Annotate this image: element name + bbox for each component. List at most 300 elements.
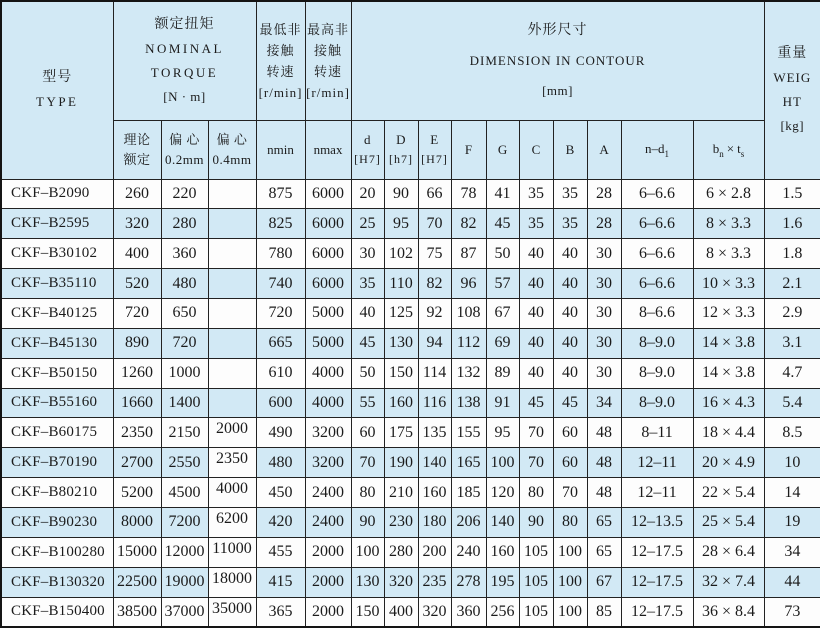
cell-rated_torque: 320 [113, 209, 161, 239]
subheader-b-x-t: $b_n \times t_s$ [693, 120, 764, 179]
cell-F: 108 [451, 298, 486, 328]
cell-nmin: 610 [256, 358, 305, 388]
cell-ecc_0_4mm: 4000 [208, 478, 256, 508]
cell-b_x_t: 8 × 3.3 [693, 209, 764, 239]
cell-G: 120 [486, 478, 519, 508]
cell-weight: 34 [764, 537, 820, 567]
times-symbol: × [726, 140, 735, 156]
cell-B: 40 [553, 239, 587, 269]
cell-D: 130 [384, 328, 418, 358]
cell-n_d1: 8–11 [621, 418, 693, 448]
cell-G: 195 [486, 567, 519, 597]
cell-nmin: 365 [256, 597, 305, 627]
cell-ecc_0_2mm: 280 [161, 209, 208, 239]
cell-nmin: 455 [256, 537, 305, 567]
cell-ecc_0_2mm: 4500 [161, 478, 208, 508]
cell-E: 82 [418, 269, 451, 299]
cell-G: 256 [486, 597, 519, 627]
cell-d: 45 [351, 328, 384, 358]
table-row [1, 418, 820, 448]
cell-n_d1: 12–13.5 [621, 507, 693, 537]
cell-nmax: 4000 [305, 388, 351, 418]
header-type [1, 1, 113, 179]
cell-b_x_t: 32 × 7.4 [693, 567, 764, 597]
cell-nmax: 5000 [305, 298, 351, 328]
cell-b_x_t: 12 × 3.3 [693, 298, 764, 328]
cell-d: 150 [351, 597, 384, 627]
cell-A: 28 [587, 209, 621, 239]
cell-weight: 73 [764, 597, 820, 627]
header-weight-unit: [kg] [780, 118, 805, 134]
cell-nmin: 450 [256, 478, 305, 508]
cell-weight: 44 [764, 567, 820, 597]
cell-F: 112 [451, 328, 486, 358]
cell-E: 135 [418, 418, 451, 448]
cell-ecc_0_2mm: 480 [161, 269, 208, 299]
cell-C: 40 [519, 269, 553, 299]
header-torque-en1: NOMINAL [145, 40, 224, 56]
cell-A: 28 [587, 179, 621, 209]
table-row [1, 269, 820, 299]
cell-weight: 8.5 [764, 418, 820, 448]
cell-B: 45 [553, 388, 587, 418]
header-type-zh: 型号 [42, 70, 73, 86]
cell-n_d1: 12–17.5 [621, 537, 693, 567]
cell-type: CKF–B130320 [1, 567, 113, 597]
cell-B: 60 [553, 418, 587, 448]
cell-rated_torque: 2350 [113, 418, 161, 448]
header-weight-en1: WEIG [773, 70, 812, 86]
cell-nmax: 6000 [305, 209, 351, 239]
cell-weight: 10 [764, 448, 820, 478]
cell-F: 87 [451, 239, 486, 269]
cell-ecc_0_4mm: 11000 [208, 537, 256, 567]
cell-nmax: 3200 [305, 418, 351, 448]
cell-ecc_0_2mm: 37000 [161, 597, 208, 627]
cell-G: 95 [486, 418, 519, 448]
cell-ecc_0_2mm: 720 [161, 328, 208, 358]
cell-b_x_t: 22 × 5.4 [693, 478, 764, 508]
cell-D: 160 [384, 388, 418, 418]
cell-F: 240 [451, 537, 486, 567]
subheader-G: G [486, 120, 519, 179]
table-row [1, 179, 820, 209]
cell-nmax: 2000 [305, 537, 351, 567]
cell-nmin: 420 [256, 507, 305, 537]
cell-A: 30 [587, 239, 621, 269]
cell-E: 160 [418, 478, 451, 508]
cell-n_d1: 12–11 [621, 478, 693, 508]
cell-d: 55 [351, 388, 384, 418]
cell-rated_torque: 5200 [113, 478, 161, 508]
cell-type: CKF–B35110 [1, 269, 113, 299]
cell-b_x_t: 28 × 6.4 [693, 537, 764, 567]
header-dimension [351, 1, 764, 120]
cell-b_x_t: 8 × 3.3 [693, 239, 764, 269]
cell-E: 114 [418, 358, 451, 388]
header-type-en: TYPE [36, 94, 79, 110]
cell-ecc_0_4mm [208, 269, 256, 299]
cell-G: 67 [486, 298, 519, 328]
cell-nmax: 4000 [305, 358, 351, 388]
cell-A: 48 [587, 418, 621, 448]
cell-rated_torque: 890 [113, 328, 161, 358]
cell-B: 40 [553, 269, 587, 299]
cell-b_x_t: 20 × 4.9 [693, 448, 764, 478]
cell-type: CKF–B100280 [1, 537, 113, 567]
cell-C: 45 [519, 388, 553, 418]
subheader-nmax: nmax [305, 120, 351, 179]
subheader-C: C [519, 120, 553, 179]
cell-ecc_0_2mm: 360 [161, 239, 208, 269]
header-weight [764, 1, 820, 179]
cell-rated_torque: 1660 [113, 388, 161, 418]
cell-ecc_0_2mm: 1400 [161, 388, 208, 418]
cell-nmin: 600 [256, 388, 305, 418]
cell-B: 100 [553, 567, 587, 597]
cell-n_d1: 6–6.6 [621, 269, 693, 299]
cell-E: 320 [418, 597, 451, 627]
cell-C: 40 [519, 358, 553, 388]
subheader-eccentric-02: 偏 心 0.2mm [161, 120, 208, 179]
cell-F: 206 [451, 507, 486, 537]
header-torque-zh: 额定扭矩 [154, 16, 215, 32]
subheader-F: F [451, 120, 486, 179]
cell-rated_torque: 720 [113, 298, 161, 328]
subheader-A: A [587, 120, 621, 179]
cell-B: 100 [553, 537, 587, 567]
cell-ecc_0_2mm: 2550 [161, 448, 208, 478]
cell-C: 70 [519, 448, 553, 478]
cell-D: 190 [384, 448, 418, 478]
cell-G: 57 [486, 269, 519, 299]
cell-d: 60 [351, 418, 384, 448]
cell-B: 40 [553, 358, 587, 388]
cell-rated_torque: 2700 [113, 448, 161, 478]
cell-weight: 3.1 [764, 328, 820, 358]
cell-F: 96 [451, 269, 486, 299]
cell-F: 278 [451, 567, 486, 597]
cell-ecc_0_4mm [208, 298, 256, 328]
cell-d: 80 [351, 478, 384, 508]
cell-D: 95 [384, 209, 418, 239]
subheader-n-d1: $n-d_1$ [621, 120, 693, 179]
cell-F: 360 [451, 597, 486, 627]
cell-C: 90 [519, 507, 553, 537]
cell-weight: 4.7 [764, 358, 820, 388]
header-dimension-unit: [mm] [542, 82, 573, 98]
cell-A: 65 [587, 537, 621, 567]
cell-C: 70 [519, 418, 553, 448]
cell-B: 40 [553, 328, 587, 358]
cell-G: 160 [486, 537, 519, 567]
cell-type: CKF–B70190 [1, 448, 113, 478]
cell-ecc_0_4mm: 6200 [208, 507, 256, 537]
cell-A: 30 [587, 298, 621, 328]
cell-A: 67 [587, 567, 621, 597]
cell-weight: 2.9 [764, 298, 820, 328]
header-weight-zh: 重量 [777, 46, 808, 62]
cell-E: 92 [418, 298, 451, 328]
cell-rated_torque: 1260 [113, 358, 161, 388]
cell-D: 210 [384, 478, 418, 508]
cell-type: CKF–B45130 [1, 328, 113, 358]
cell-type: CKF–B55160 [1, 388, 113, 418]
subheader-d: d [H7] [351, 120, 384, 179]
cell-b_x_t: 14 × 3.8 [693, 358, 764, 388]
cell-B: 80 [553, 507, 587, 537]
cell-nmin: 415 [256, 567, 305, 597]
cell-d: 40 [351, 298, 384, 328]
cell-type: CKF–B60175 [1, 418, 113, 448]
cell-ecc_0_2mm: 19000 [161, 567, 208, 597]
cell-G: 50 [486, 239, 519, 269]
cell-F: 155 [451, 418, 486, 448]
table-row [1, 358, 820, 388]
cell-D: 102 [384, 239, 418, 269]
header-torque-en2: TORQUE [150, 64, 219, 80]
cell-A: 48 [587, 478, 621, 508]
cell-B: 40 [553, 298, 587, 328]
cell-weight: 14 [764, 478, 820, 508]
cell-nmin: 490 [256, 418, 305, 448]
cell-E: 140 [418, 448, 451, 478]
cell-ecc_0_4mm: 2000 [208, 418, 256, 448]
cell-D: 175 [384, 418, 418, 448]
cell-G: 91 [486, 388, 519, 418]
cell-ecc_0_4mm: 2350 [208, 448, 256, 478]
cell-B: 35 [553, 179, 587, 209]
subheader-D: D [h7] [384, 120, 418, 179]
cell-weight: 5.4 [764, 388, 820, 418]
table-row [1, 597, 820, 627]
cell-D: 90 [384, 179, 418, 209]
header-speed-min: 最低非 接触 转速 [r/min] [256, 1, 305, 120]
cell-ecc_0_2mm: 1000 [161, 358, 208, 388]
cell-nmax: 2000 [305, 597, 351, 627]
cell-D: 230 [384, 507, 418, 537]
cell-nmax: 2400 [305, 507, 351, 537]
cell-A: 30 [587, 269, 621, 299]
table-row [1, 448, 820, 478]
cell-type: CKF–B150400 [1, 597, 113, 627]
cell-rated_torque: 38500 [113, 597, 161, 627]
cell-weight: 2.1 [764, 269, 820, 299]
cell-A: 85 [587, 597, 621, 627]
subheader-nmin: nmin [256, 120, 305, 179]
cell-rated_torque: 15000 [113, 537, 161, 567]
table-row [1, 328, 820, 358]
cell-weight: 19 [764, 507, 820, 537]
cell-nmax: 2400 [305, 478, 351, 508]
cell-C: 105 [519, 597, 553, 627]
cell-nmax: 2000 [305, 567, 351, 597]
cell-type: CKF–B30102 [1, 239, 113, 269]
cell-n_d1: 12–17.5 [621, 597, 693, 627]
cell-nmax: 6000 [305, 239, 351, 269]
cell-ecc_0_2mm: 12000 [161, 537, 208, 567]
cell-E: 116 [418, 388, 451, 418]
cell-type: CKF–B2595 [1, 209, 113, 239]
cell-b_x_t: 18 × 4.4 [693, 418, 764, 448]
cell-d: 100 [351, 537, 384, 567]
cell-B: 100 [553, 597, 587, 627]
cell-type: CKF–B90230 [1, 507, 113, 537]
cell-rated_torque: 520 [113, 269, 161, 299]
cell-d: 70 [351, 448, 384, 478]
cell-n_d1: 6–6.6 [621, 179, 693, 209]
cell-F: 78 [451, 179, 486, 209]
cell-b_x_t: 14 × 3.8 [693, 328, 764, 358]
cell-G: 100 [486, 448, 519, 478]
cell-E: 75 [418, 239, 451, 269]
cell-type: CKF–B40125 [1, 298, 113, 328]
cell-b_x_t: 16 × 4.3 [693, 388, 764, 418]
cell-b_x_t: 25 × 5.4 [693, 507, 764, 537]
cell-ecc_0_4mm [208, 388, 256, 418]
cell-d: 130 [351, 567, 384, 597]
cell-ecc_0_4mm [208, 358, 256, 388]
cell-n_d1: 8–9.0 [621, 328, 693, 358]
cell-rated_torque: 400 [113, 239, 161, 269]
header-speed-min-unit: [r/min] [258, 84, 303, 100]
cell-n_d1: 8–6.6 [621, 298, 693, 328]
cell-nmin: 780 [256, 239, 305, 269]
cell-C: 40 [519, 298, 553, 328]
cell-nmax: 5000 [305, 328, 351, 358]
cell-d: 90 [351, 507, 384, 537]
subheader-rated-torque: 理论 额定 [113, 120, 161, 179]
cell-b_x_t: 6 × 2.8 [693, 179, 764, 209]
cell-F: 138 [451, 388, 486, 418]
cell-D: 280 [384, 537, 418, 567]
header-weight-en2: HT [782, 94, 802, 110]
cell-ecc_0_4mm: 35000 [208, 597, 256, 627]
cell-d: 30 [351, 239, 384, 269]
cell-rated_torque: 260 [113, 179, 161, 209]
cell-F: 185 [451, 478, 486, 508]
table-row [1, 478, 820, 508]
cell-C: 40 [519, 328, 553, 358]
cell-D: 150 [384, 358, 418, 388]
subheader-B: B [553, 120, 587, 179]
cell-nmin: 825 [256, 209, 305, 239]
cell-ecc_0_4mm [208, 209, 256, 239]
table-row [1, 567, 820, 597]
subheader-eccentric-04: 偏 心 0.4mm [208, 120, 256, 179]
cell-E: 66 [418, 179, 451, 209]
cell-nmax: 3200 [305, 448, 351, 478]
cell-ecc_0_4mm [208, 239, 256, 269]
cell-C: 35 [519, 179, 553, 209]
cell-type: CKF–B2090 [1, 179, 113, 209]
cell-nmin: 875 [256, 179, 305, 209]
subheader-E: E [H7] [418, 120, 451, 179]
cell-F: 165 [451, 448, 486, 478]
cell-C: 105 [519, 567, 553, 597]
table-header [1, 1, 820, 179]
cell-A: 65 [587, 507, 621, 537]
cell-n_d1: 6–6.6 [621, 209, 693, 239]
cell-weight: 1.6 [764, 209, 820, 239]
header-dimension-en: DIMENSION IN CONTOUR [469, 52, 646, 68]
header-nominal-torque [113, 1, 256, 120]
cell-G: 140 [486, 507, 519, 537]
cell-E: 235 [418, 567, 451, 597]
table-row [1, 298, 820, 328]
table-row [1, 537, 820, 567]
cell-E: 180 [418, 507, 451, 537]
cell-nmin: 720 [256, 298, 305, 328]
cell-nmin: 740 [256, 269, 305, 299]
cell-ecc_0_4mm [208, 328, 256, 358]
cell-G: 69 [486, 328, 519, 358]
cell-ecc_0_4mm [208, 179, 256, 209]
cell-D: 125 [384, 298, 418, 328]
cell-A: 30 [587, 358, 621, 388]
cell-B: 60 [553, 448, 587, 478]
cell-ecc_0_2mm: 2150 [161, 418, 208, 448]
cell-A: 30 [587, 328, 621, 358]
cell-A: 34 [587, 388, 621, 418]
cell-d: 20 [351, 179, 384, 209]
cell-C: 105 [519, 537, 553, 567]
cell-type: CKF–B80210 [1, 478, 113, 508]
table-row [1, 388, 820, 418]
cell-type: CKF–B50150 [1, 358, 113, 388]
cell-B: 35 [553, 209, 587, 239]
cell-n_d1: 8–9.0 [621, 358, 693, 388]
cell-d: 50 [351, 358, 384, 388]
cell-rated_torque: 8000 [113, 507, 161, 537]
cell-G: 41 [486, 179, 519, 209]
cell-b_x_t: 36 × 8.4 [693, 597, 764, 627]
header-torque-unit: [N · m] [163, 88, 206, 104]
table-row [1, 239, 820, 269]
cell-D: 110 [384, 269, 418, 299]
cell-n_d1: 12–17.5 [621, 567, 693, 597]
cell-n_d1: 6–6.6 [621, 239, 693, 269]
cell-weight: 1.8 [764, 239, 820, 269]
cell-B: 70 [553, 478, 587, 508]
table-body [1, 179, 820, 627]
cell-nmin: 480 [256, 448, 305, 478]
cell-d: 25 [351, 209, 384, 239]
cell-d: 35 [351, 269, 384, 299]
header-dimension-zh: 外形尺寸 [527, 22, 588, 38]
cell-G: 89 [486, 358, 519, 388]
cell-E: 94 [418, 328, 451, 358]
cell-n_d1: 8–9.0 [621, 388, 693, 418]
cell-D: 400 [384, 597, 418, 627]
cell-rated_torque: 22500 [113, 567, 161, 597]
cell-ecc_0_2mm: 220 [161, 179, 208, 209]
table-row [1, 209, 820, 239]
cell-D: 320 [384, 567, 418, 597]
cell-C: 80 [519, 478, 553, 508]
header-speed-max: 最高非 接触 转速 [r/min] [305, 1, 351, 120]
cell-ecc_0_2mm: 7200 [161, 507, 208, 537]
cell-G: 45 [486, 209, 519, 239]
cell-F: 132 [451, 358, 486, 388]
cell-n_d1: 12–11 [621, 448, 693, 478]
cell-E: 200 [418, 537, 451, 567]
cell-E: 70 [418, 209, 451, 239]
table-row [1, 507, 820, 537]
cell-A: 48 [587, 448, 621, 478]
cell-nmax: 6000 [305, 269, 351, 299]
cell-nmax: 6000 [305, 179, 351, 209]
